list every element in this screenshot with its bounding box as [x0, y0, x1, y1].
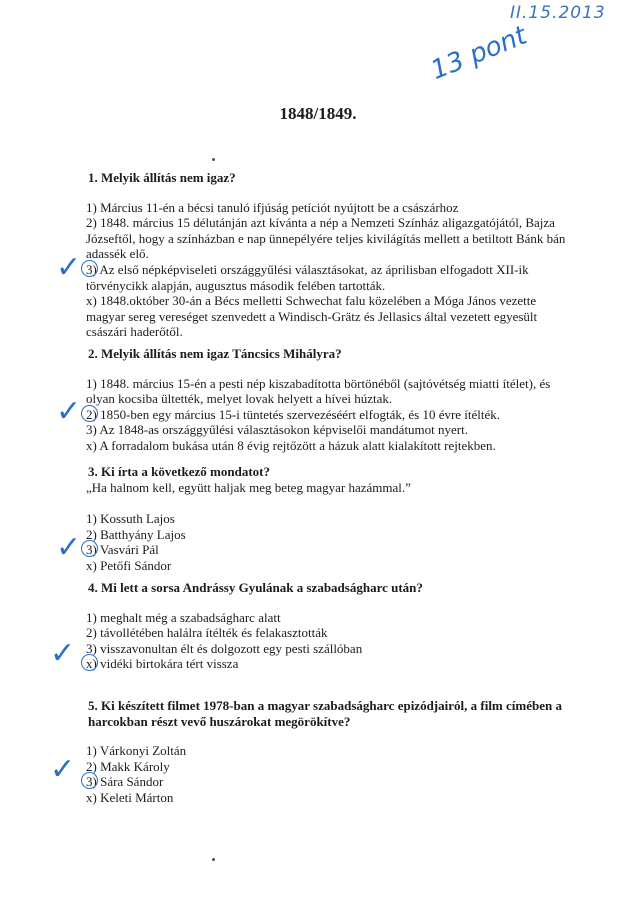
- option-number: 1): [86, 743, 97, 759]
- option-number: 1): [86, 199, 97, 215]
- option-number: x): [86, 293, 97, 309]
- option-text: 1848.október 30-án a Bécs melletti Schwechat falu közelében a Móga János vezette magyar sereg vereséget szenvedett a Windisch-Grätz és Jellasics által vezetett egyesült császári haderőtől.: [86, 293, 538, 340]
- option-number-circled: 2): [86, 406, 97, 422]
- option-text: Az első népképviseleti országgyűlési választásokat, az áprilisban elfogadott XII-ik törvénycikk alapján, augusztus második felében tartották.: [86, 261, 529, 293]
- option-number: 2): [86, 215, 97, 231]
- option-item: [86, 656, 566, 672]
- option-text: Az 1848-as országgyűlési választásokon képviselői mandátumot nyert.: [99, 422, 468, 438]
- option-number: 3): [86, 422, 97, 438]
- question-4: [86, 580, 566, 672]
- option-text: Petőfi Sándor: [100, 557, 172, 573]
- option-number: x): [86, 789, 97, 805]
- option-item: [86, 558, 566, 574]
- option-list: [86, 376, 566, 454]
- option-number-circled: x): [86, 656, 97, 672]
- option-list: [86, 511, 566, 573]
- option-item: [86, 200, 566, 216]
- option-item: [86, 743, 566, 759]
- option-item: [86, 759, 566, 775]
- quote-text: „Ha halnom kell, együtt haljak meg beteg magyar hazámmal.”: [86, 479, 411, 495]
- option-number: 1): [86, 609, 97, 625]
- option-text: A forradalom bukása után 8 évig rejtőzött a házuk alatt kialakított rejtekben.: [99, 437, 496, 453]
- check-mark-icon: ✓: [56, 394, 82, 429]
- option-item: [86, 407, 566, 423]
- option-item: [86, 293, 566, 340]
- option-text: Kossuth Lajos: [100, 511, 175, 527]
- option-number: 2): [86, 758, 97, 774]
- option-item: [86, 376, 566, 407]
- check-mark-icon: ✓: [50, 636, 76, 671]
- option-text: távollétében halálra ítélték és felakasztották: [100, 625, 328, 641]
- scan-speck: [212, 858, 215, 861]
- option-number: 2): [86, 526, 97, 542]
- option-number: 1): [86, 375, 97, 391]
- option-item: [86, 774, 566, 790]
- check-mark-icon: ✓: [50, 752, 76, 787]
- scan-speck: [212, 158, 215, 161]
- question-2: [86, 346, 566, 454]
- option-item: [86, 641, 566, 657]
- option-item: [86, 511, 566, 527]
- option-list: [86, 743, 566, 805]
- option-item: [86, 527, 566, 543]
- option-number: x): [86, 557, 97, 573]
- question-heading: 1. Melyik állítás nem igaz?: [88, 170, 236, 185]
- handwritten-score: 13 pont: [426, 20, 532, 86]
- option-item: [86, 610, 566, 626]
- option-text: 1848. március 15 délutánján azt kívánta a nép a Nemzeti Színház aligazgatójától, Bajza Józseftől, hogy a színházban e nap ünnepélyére teljes kivilágítás mellett a betiltott Bánk bán adassék elő.: [86, 215, 566, 262]
- option-text: meghalt még a szabadságharc alatt: [100, 609, 281, 625]
- option-list: [86, 610, 566, 672]
- option-text: Március 11-én a bécsi tanuló ifjúság petíciót nyújtott be a császárhoz: [100, 199, 459, 215]
- option-text: 1850-ben egy március 15-i tüntetés szervezéséért elfogták, és 10 évre ítélték.: [100, 406, 501, 422]
- option-number: 3): [86, 640, 97, 656]
- check-mark-icon: ✓: [56, 250, 82, 285]
- option-number: 2): [86, 625, 97, 641]
- option-item: [86, 262, 566, 293]
- option-number: 1): [86, 511, 97, 527]
- option-list: [86, 200, 566, 340]
- page-title: 1848/1849.: [279, 104, 357, 123]
- question-1: [86, 170, 566, 340]
- check-mark-icon: ✓: [56, 530, 82, 565]
- option-item: [86, 438, 566, 454]
- handwritten-date: II.15.2013: [510, 3, 606, 23]
- option-number: x): [86, 437, 97, 453]
- option-text: visszavonultan élt és dolgozott egy pesti szállóban: [100, 640, 363, 656]
- question-heading: 5. Ki készített filmet 1978-ban a magyar szabadságharc epizódjairól, a film címében a harcokban részt vevő huszárokat megörökítve?: [88, 698, 562, 729]
- question-3: [86, 464, 566, 574]
- option-number-circled: 3): [86, 542, 97, 558]
- question-5: [86, 698, 566, 806]
- option-text: Makk Károly: [100, 758, 170, 774]
- option-text: vidéki birtokára tért vissza: [100, 656, 239, 672]
- option-number-circled: 3): [86, 774, 97, 790]
- question-heading: 4. Mi lett a sorsa Andrássy Gyulának a szabadságharc után?: [88, 580, 423, 595]
- option-text: 1848. március 15-én a pesti nép kiszabadította börtönéből (sajtóvétség miatti ítélet), és olyan kocsiba ültették, melyet lovak helyett a hívei húztak.: [86, 375, 551, 407]
- option-item: [86, 790, 566, 806]
- question-heading: 3. Ki írta a következő mondatot?: [88, 464, 270, 479]
- option-number-circled: 3): [86, 261, 97, 277]
- option-text: Batthyány Lajos: [100, 526, 186, 542]
- option-item: [86, 422, 566, 438]
- option-text: Vasvári Pál: [99, 542, 159, 558]
- question-heading: 2. Melyik állítás nem igaz Táncsics Mihályra?: [88, 346, 342, 361]
- option-item: [86, 625, 566, 641]
- option-text: Keleti Márton: [100, 789, 174, 805]
- option-text: Várkonyi Zoltán: [99, 743, 187, 759]
- option-item: [86, 542, 566, 558]
- option-item: [86, 215, 566, 262]
- option-text: Sára Sándor: [100, 774, 164, 790]
